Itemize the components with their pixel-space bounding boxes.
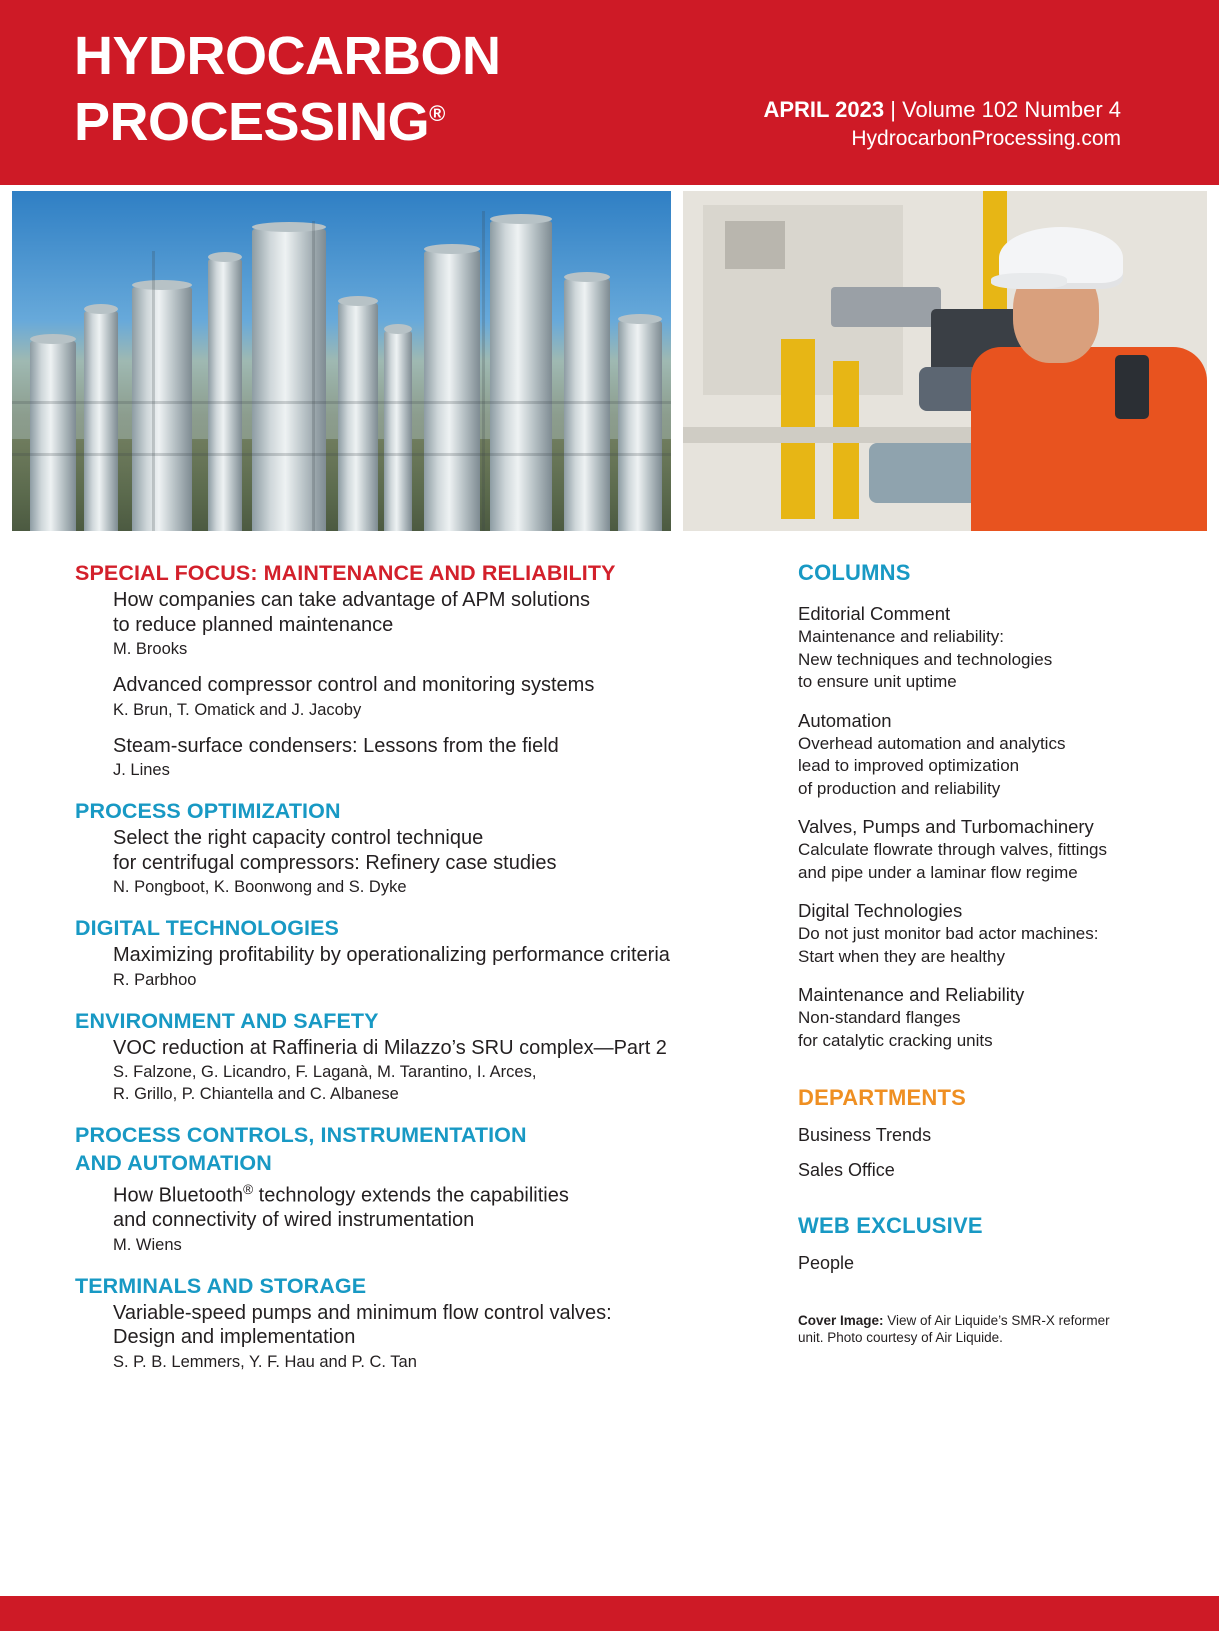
section-heading: PROCESS OPTIMIZATION (75, 799, 341, 823)
section-heading: SPECIAL FOCUS: MAINTENANCE AND RELIABILITY (75, 561, 616, 585)
issue-line (763, 96, 1121, 124)
column-item[interactable] (798, 709, 1138, 800)
tower-3 (132, 287, 192, 531)
column-item-desc-line2: New techniques and technologies (798, 649, 1053, 669)
article-authors: M. Wiens (113, 1235, 182, 1254)
publication-title-line2-text: PROCESSING (74, 92, 430, 152)
tower-6 (338, 303, 378, 531)
cover-image-text-line2: unit. Photo courtesy of Air Liquide. (798, 1330, 1003, 1345)
article-authors: S. P. B. Lemmers, Y. F. Hau and P. C. Tan (113, 1352, 417, 1371)
article-item[interactable] (113, 1036, 735, 1105)
helmet-brim (991, 273, 1067, 289)
article-authors: M. Brooks (113, 640, 188, 658)
features-column (75, 560, 735, 1390)
tower-7 (384, 331, 412, 531)
article-title-line1: VOC reduction at Raffineria di Milazzo’s SRU complex—Part 2 (113, 1036, 667, 1059)
refinery-towers-photo (12, 191, 671, 531)
cover-image-caption (798, 1312, 1118, 1346)
article-item[interactable] (113, 588, 735, 659)
section-environment-and-safety (75, 1008, 735, 1105)
column-item-desc-line2: for catalytic cracking units (798, 1030, 993, 1050)
article-item[interactable] (113, 1178, 735, 1255)
tower-2 (84, 311, 118, 531)
department-item[interactable]: Sales Office (798, 1160, 895, 1180)
column-item-desc-line2: Start when they are healthy (798, 946, 1005, 966)
tower-4 (208, 259, 242, 531)
article-title-line2: for centrifugal compressors: Refinery case studies (113, 851, 557, 874)
section-terminals-and-storage (75, 1273, 735, 1372)
wall-box (725, 221, 785, 269)
column-item-title: Editorial Comment (798, 603, 951, 624)
scaffold-line-2 (12, 453, 671, 456)
publication-title-line2 (74, 85, 501, 151)
columns-heading: COLUMNS (798, 560, 911, 585)
column-item-title: Digital Technologies (798, 900, 963, 921)
column-item-desc-line1: Maintenance and reliability: (798, 627, 1005, 646)
section-heading: TERMINALS AND STORAGE (75, 1273, 367, 1298)
article-item[interactable] (113, 673, 735, 720)
website-url[interactable]: HydrocarbonProcessing.com (851, 127, 1121, 150)
web-exclusive-heading: WEB EXCLUSIVE (798, 1213, 983, 1238)
tower-9 (490, 221, 552, 531)
column-item-desc-line2: and pipe under a laminar flow regime (798, 862, 1078, 882)
publication-title-line1: HYDROCARBON (74, 26, 501, 86)
cover-image-label: Cover Image: (798, 1313, 884, 1328)
tower-1 (30, 341, 76, 531)
article-authors-line2: R. Grillo, P. Chiantella and C. Albanese (113, 1085, 399, 1103)
article-authors: J. Lines (113, 761, 170, 779)
publication-title (74, 28, 501, 151)
section-heading-line1: PROCESS CONTROLS, INSTRUMENTATION (75, 1123, 527, 1147)
article-item[interactable] (113, 1301, 735, 1372)
article-title-line1: Variable-speed pumps and minimum flow control valves: (113, 1301, 612, 1324)
department-item[interactable]: Business Trends (798, 1125, 932, 1145)
article-authors: K. Brun, T. Omatick and J. Jacoby (113, 700, 362, 719)
technician-with-gas-detector-photo (683, 191, 1207, 531)
radio-on-shoulder (1115, 355, 1149, 419)
cover-photos (12, 191, 1207, 531)
column-item[interactable] (798, 815, 1138, 883)
worker-coverall (971, 347, 1207, 531)
detector-probe (831, 287, 941, 327)
registered-trademark-icon: ® (429, 101, 445, 126)
cover-image-text-line1: View of Air Liquide’s SMR-X reformer (883, 1313, 1110, 1328)
section-heading-line2: AND AUTOMATION (75, 1151, 272, 1175)
column-item-desc-line1: Non-standard flanges (798, 1008, 961, 1027)
section-heading: ENVIRONMENT AND SAFETY (75, 1008, 379, 1033)
section-heading: DIGITAL TECHNOLOGIES (75, 916, 339, 940)
article-item[interactable] (113, 826, 735, 897)
article-title-line2: Design and implementation (113, 1326, 356, 1349)
issue-date: APRIL 2023 (763, 97, 885, 122)
departments-heading: DEPARTMENTS (798, 1085, 967, 1110)
tower-8 (424, 251, 480, 531)
scaffold-line-4 (312, 221, 315, 531)
section-digital-technologies (75, 915, 735, 990)
article-item[interactable] (113, 943, 735, 990)
section-process-optimization (75, 798, 735, 897)
issue-info (763, 96, 1121, 154)
web-exclusive-item[interactable]: People (798, 1253, 855, 1273)
scaffold-line-3 (152, 251, 155, 531)
column-item-desc-line3: of production and reliability (798, 778, 1001, 798)
article-authors: N. Pongboot, K. Boonwong and S. Dyke (113, 878, 407, 896)
column-item[interactable] (798, 602, 1138, 693)
column-item-title: Maintenance and Reliability (798, 984, 1025, 1005)
column-item[interactable] (798, 899, 1138, 967)
scaffold-line-1 (12, 401, 671, 404)
column-item-desc-line2: lead to improved optimization (798, 756, 1020, 775)
article-item[interactable] (113, 734, 735, 781)
column-item[interactable] (798, 983, 1138, 1051)
column-item-title: Automation (798, 709, 892, 731)
article-title-line1: Select the right capacity control technique (113, 827, 484, 849)
issue-separator: | (890, 97, 896, 122)
footer-bar (0, 1596, 1219, 1631)
masthead (0, 0, 1219, 185)
article-title-line1: Advanced compressor control and monitoring systems (113, 674, 595, 696)
article-authors: R. Parbhoo (113, 970, 197, 989)
column-item-desc-line1: Overhead automation and analytics (798, 733, 1066, 753)
section-process-controls-instrumentation-and-automation (75, 1122, 735, 1255)
tower-10 (564, 279, 610, 531)
article-title-line2: and connectivity of wired instrumentation (113, 1209, 475, 1232)
scaffold-line-5 (482, 211, 485, 531)
article-authors-line1: S. Falzone, G. Licandro, F. Laganà, M. Tarantino, I. Arces, (113, 1063, 537, 1081)
columns-and-departments-column (798, 560, 1138, 1346)
article-title-line1: How Bluetooth® technology extends the capabilities (113, 1182, 569, 1207)
article-title-line1: Steam-surface condensers: Lessons from the field (113, 734, 559, 757)
issue-volume: Volume 102 Number 4 (902, 97, 1121, 122)
article-title-line1: Maximizing profitability by operationalizing performance criteria (113, 944, 670, 966)
article-title-line1: How companies can take advantage of APM solutions (113, 589, 590, 611)
column-item-title: Valves, Pumps and Turbomachinery (798, 816, 1094, 837)
column-item-desc-line3: to ensure unit uptime (798, 672, 957, 691)
section-special-focus (75, 560, 735, 780)
column-item-desc-line1: Calculate flowrate through valves, fittings (798, 840, 1107, 859)
article-title-line2: to reduce planned maintenance (113, 613, 394, 636)
column-item-desc-line1: Do not just monitor bad actor machines: (798, 924, 1099, 943)
tower-11 (618, 321, 662, 531)
